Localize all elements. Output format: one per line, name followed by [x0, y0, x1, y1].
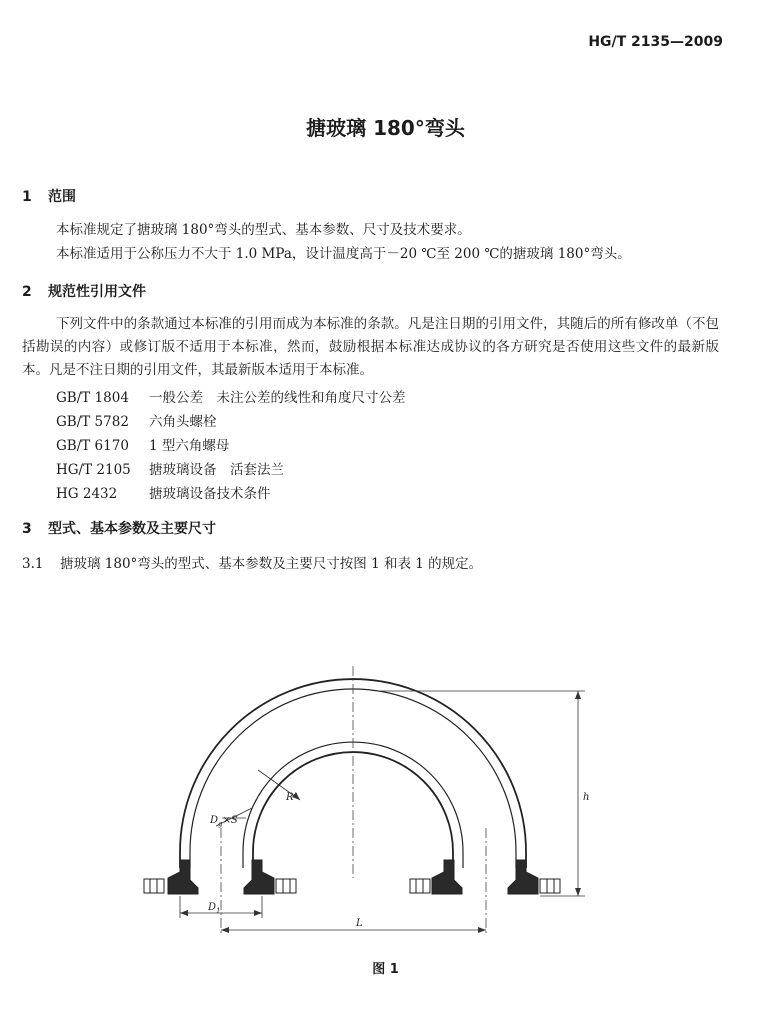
label-h: h — [583, 792, 590, 803]
label-dg-s — [209, 815, 238, 828]
section-number: 3 — [22, 521, 32, 537]
reference-title: 1 型六角螺母 — [149, 438, 230, 454]
section-number: 1 — [22, 189, 32, 205]
label-d1-main: D — [208, 902, 217, 913]
reference-code: GB/T 6170 — [56, 438, 129, 454]
section-title: 型式、基本参数及主要尺寸 — [48, 521, 216, 537]
clause-number: 3.1 — [22, 556, 44, 572]
reference-title: 一般公差 未注公差的线性和角度尺寸公差 — [149, 390, 406, 406]
reference-title: 搪玻璃设备 活套法兰 — [149, 462, 284, 478]
label-l: L — [356, 918, 363, 929]
reference-code: GB/T 5782 — [56, 414, 129, 430]
section-number: 2 — [22, 284, 32, 300]
figure-caption: 图 1 — [372, 962, 399, 977]
bolts — [144, 879, 560, 893]
section-title: 范围 — [48, 189, 76, 205]
label-r: R — [286, 792, 294, 803]
label-s: ×S — [222, 815, 238, 826]
reference-title: 六角头螺栓 — [149, 414, 217, 430]
reference-code: GB/T 1804 — [56, 390, 129, 406]
section-title: 规范性引用文件 — [48, 284, 146, 300]
section-1-paragraph: 本标准规定了搪玻璃 180°弯头的型式、基本参数、尺寸及技术要求。 — [56, 222, 471, 238]
label-d1-sub: 1 — [216, 907, 221, 915]
figure-labels — [207, 792, 589, 929]
section-2-intro: 下列文件中的条款通过本标准的引用而成为本标准的条款。凡是注日期的引用文件，其随后的所有修改单（不包括勘误的内容）或修订版不适用于本标准，然而，鼓励根据本标准达成协议的各方研究是否使用这些文件的最新版本。凡是不注日期的引用文件，其最新版本适用于本标准。 — [22, 316, 719, 378]
section-1-paragraph: 本标准适用于公称压力不大于 1.0 MPa，设计温度高于－20 ℃至 200 ℃的搪玻璃 180°弯头。 — [56, 246, 631, 262]
label-dg-sub: g — [218, 820, 223, 828]
standard-code: HG/T 2135—2009 — [588, 34, 723, 50]
label-dg: D — [210, 815, 219, 826]
clause-text: 搪玻璃 180°弯头的型式、基本参数及主要尺寸按图 1 和表 1 的规定。 — [60, 556, 483, 572]
page-title: 搪玻璃 180°弯头 — [306, 116, 465, 140]
reference-title: 搪玻璃设备技术条件 — [149, 486, 271, 502]
reference-code: HG 2432 — [56, 486, 118, 502]
reference-code: HG/T 2105 — [56, 462, 131, 478]
